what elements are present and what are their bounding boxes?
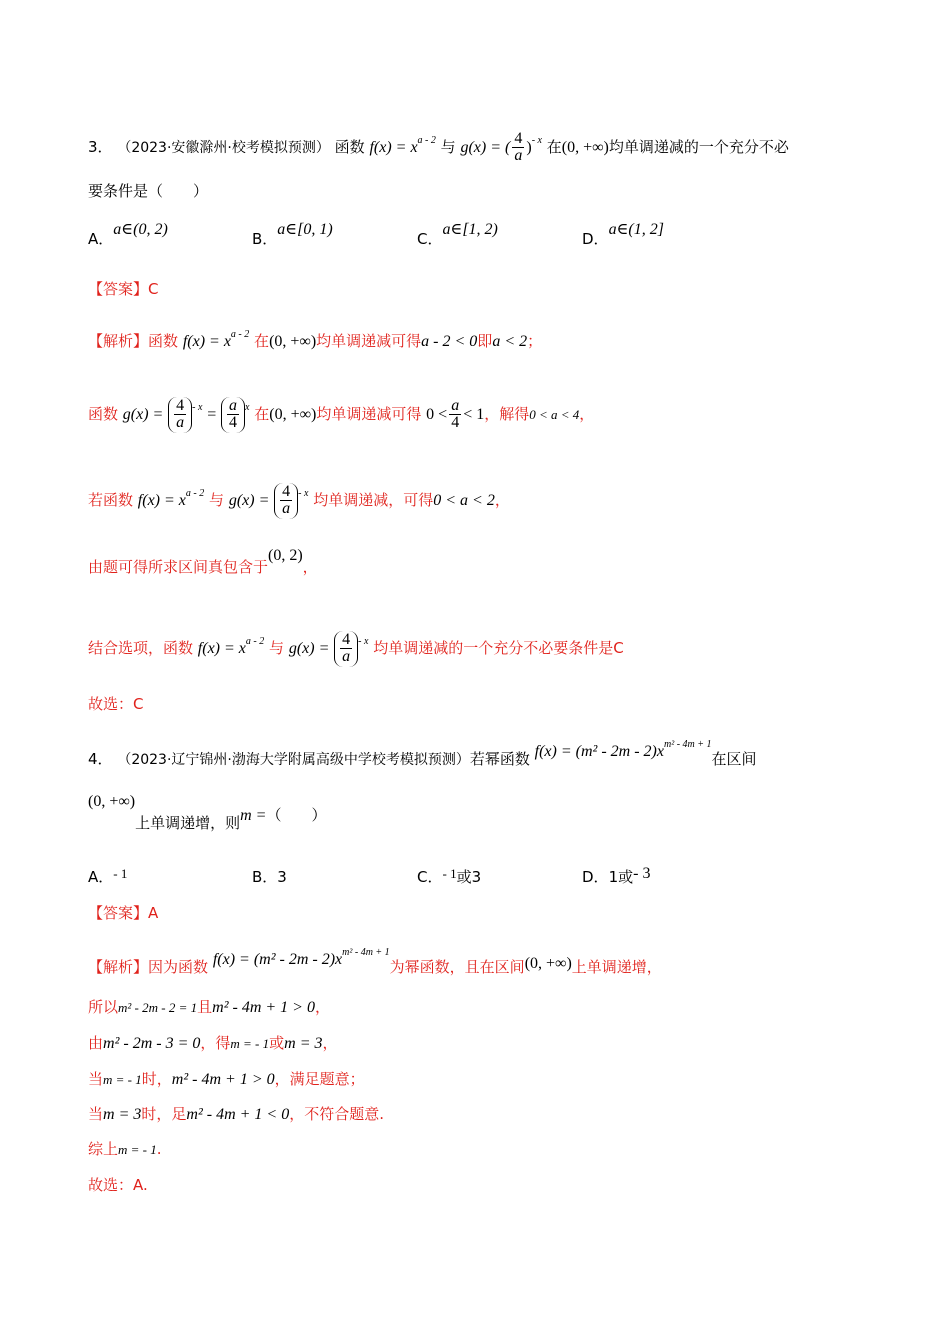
q3-sol-l4-int: (0, 2) <box>268 547 303 564</box>
q3-sol-l5c: 均单调递减的一个充分不必要条件是C <box>373 639 624 657</box>
q3-sol-line3 <box>88 476 510 519</box>
q4-sol-line7: 故选：A. <box>88 1176 148 1194</box>
q4-f-def: f(x) = (m² - 2m - 2)x <box>534 743 664 760</box>
q4-sol-l4-m: m = - 1 <box>103 1072 142 1087</box>
q3-sol-l2-paren2 <box>221 397 245 433</box>
q3-in: 在 <box>546 138 562 156</box>
q3-sol-l1b: 在 <box>254 332 270 350</box>
q4-sol-l5-m: m = 3 <box>103 1106 142 1123</box>
q4-interval: (0, +∞) <box>88 793 136 810</box>
q4-option-d[interactable] <box>582 866 650 887</box>
q3-sol-l2-res: 0 < a < 4 <box>529 407 580 422</box>
q4-m-eq: m = <box>240 807 267 824</box>
q3-f-exp: a - 2 <box>417 135 436 146</box>
q3-sol-line6: 故选：C <box>88 695 144 713</box>
q3-conj: 与 <box>440 138 456 156</box>
q4-option-d-val: - 3 <box>633 865 651 882</box>
q4-option-b-tail: 3 <box>277 868 287 886</box>
q4-sol-l1a: 因为函数 <box>148 958 209 976</box>
q3-sol-l3-d: a <box>282 500 291 518</box>
q4-sol-l3b: ，得 <box>200 1034 231 1052</box>
q3-sol-l2e: ， <box>579 405 595 423</box>
q4-sol-line4 <box>88 1068 365 1091</box>
q3-g-lhs: g(x) = ( <box>460 139 511 156</box>
q3-option-b-label: B． <box>252 230 278 248</box>
q4-sol-l1-f: f(x) = (m² - 2m - 2)x <box>212 951 343 968</box>
q4-option-b-label: B． <box>252 868 278 886</box>
q4-sol-l2-eq1: m² - 2m - 2 = 1 <box>118 1000 198 1015</box>
q3-sol-l1-int: (0, +∞) <box>269 333 317 350</box>
q4-sol-l4-eq: m² - 4m + 1 > 0 <box>171 1071 275 1088</box>
q3-sol-l3-g: g(x) = <box>228 492 270 509</box>
q3-g-num: 4 <box>514 130 523 147</box>
q3-option-b-math: a∈[0, 1) <box>277 221 333 238</box>
q3-option-d[interactable] <box>582 218 664 248</box>
q3-sol-l5-paren <box>334 631 358 667</box>
q3-interval: (0, +∞) <box>561 139 609 156</box>
q3-sol-l1d: 即 <box>477 332 493 350</box>
q4-stem-line1 <box>88 739 757 771</box>
q3-sol-l2-e2: x <box>245 402 250 413</box>
q3-option-a-label: A． <box>88 230 114 248</box>
q3-option-d-label: D． <box>582 230 609 248</box>
q3-g-rp: ) <box>526 139 532 156</box>
q4-option-b[interactable] <box>252 866 287 887</box>
q4-sol-l5c: ，不符合题意. <box>289 1105 384 1123</box>
q4-option-a[interactable] <box>88 866 127 887</box>
q4-sol-l6-m: m = - 1 <box>118 1142 157 1157</box>
q3-sol-l1-f: f(x) = x <box>182 333 231 350</box>
q3-option-a[interactable] <box>88 218 168 248</box>
q3-sol-l3-n: 4 <box>282 483 291 501</box>
q3-option-a-math: a∈(0, 2) <box>113 221 168 238</box>
q3-sol-l3-res: 0 < a < 2 <box>433 492 495 509</box>
q4-sol-l3-r2: m = 3 <box>284 1035 323 1052</box>
q4-number: 4． <box>88 750 113 768</box>
q4-answer: 【答案】A <box>88 904 159 922</box>
q4-sol-l5b: 时，足 <box>141 1105 187 1123</box>
q3-sol-l4b: ， <box>302 558 318 576</box>
q3-sol-l1e: ； <box>527 332 543 350</box>
q4-sol-l2a: 所以 <box>88 998 119 1016</box>
q4-sol-line6 <box>88 1138 162 1161</box>
q4-option-a-val: - 1 <box>113 866 128 881</box>
q4-sol-line3 <box>88 1032 338 1055</box>
q3-sol-l2d: ，解得 <box>484 405 530 423</box>
q3-sol-line4 <box>88 547 318 579</box>
q4-sol-l1b: 为幂函数，且在区间 <box>389 958 525 976</box>
q3-sol-l2-fn: a <box>451 397 460 414</box>
q4-sol-l4a: 当 <box>88 1070 104 1088</box>
q3-sol-l2-d2: 4 <box>229 414 238 432</box>
q3-sol-l3e: ， <box>494 491 510 509</box>
q3-sol-l2-fd: 4 <box>451 414 460 431</box>
q3-sol-line1 <box>88 324 542 353</box>
q3-sol-tag: 【解析】 <box>88 332 149 350</box>
q3-stem-text: 函数 <box>334 138 365 156</box>
q3-sol-l5-n: 4 <box>342 631 351 649</box>
q4-sol-l4c: ，满足题意； <box>274 1070 365 1088</box>
q3-f-def: f(x) = x <box>369 139 418 156</box>
q4-sol-l3-r1: m = - 1 <box>230 1036 270 1051</box>
q3-sol-l2-e1: - x <box>192 402 203 413</box>
q3-sol-l2-ineqr: < 1 <box>463 406 485 423</box>
q3-sol-l5-fexp: a - 2 <box>245 636 265 647</box>
q3-sol-l5-g: g(x) = <box>288 640 330 657</box>
q4-sol-l5-eq: m² - 4m + 1 < 0 <box>186 1106 290 1123</box>
q4-option-c-tail: 或3 <box>456 868 482 886</box>
q4-option-a-label: A． <box>88 868 114 886</box>
q3-sol-l1c: 均单调递减可得 <box>316 332 422 350</box>
q4-sol-l4b: 时， <box>141 1070 172 1088</box>
q3-g-frac <box>512 131 524 164</box>
q3-stem-line2: 要条件是（ ） <box>88 182 209 200</box>
q3-option-c-math: a∈[1, 2) <box>442 221 498 238</box>
q3-answer: 【答案】C <box>88 280 159 298</box>
q3-sol-l5-f: f(x) = x <box>197 640 246 657</box>
q3-g-den: a <box>514 147 523 164</box>
q3-sol-l2-d1: a <box>176 414 185 432</box>
q3-sol-l3c: 均单调递减，可得 <box>313 491 434 509</box>
q4-stem-line2 <box>88 793 327 832</box>
q3-sol-l2-eq: = <box>207 406 217 423</box>
q3-option-c[interactable] <box>417 218 498 248</box>
q3-sol-l3-gexp: - x <box>298 488 309 499</box>
q3-sol-line2 <box>88 390 594 433</box>
q3-sol-l5-gexp: - x <box>358 636 369 647</box>
q3-sol-l3-f: f(x) = x <box>137 492 186 509</box>
q3-sol-l3-paren <box>274 483 298 519</box>
q3-option-d-math: a∈(1, 2] <box>608 221 664 238</box>
q3-sol-l2-int: (0, +∞) <box>269 406 317 423</box>
q3-sol-l4a: 由题可得所求区间真包含于 <box>88 558 269 576</box>
q4-sol-l6a: 综上 <box>88 1140 119 1158</box>
q3-sol-l1-ineq: a - 2 < 0 <box>421 333 478 350</box>
q4-sol-l3d: ， <box>322 1034 338 1052</box>
q3-sol-l5-d: a <box>342 648 351 666</box>
q4-source: （2023·辽宁锦州·渤海大学附属高级中学校考模拟预测） <box>117 752 470 768</box>
q3-sol-l5b: 与 <box>269 639 285 657</box>
q4-sol-l6b: . <box>156 1140 162 1158</box>
q4-stem-text: 若幂函数 <box>469 750 530 768</box>
q4-sol-line2 <box>88 996 330 1019</box>
q4-sol-tag: 【解析】 <box>88 958 149 976</box>
q4-sol-l2c: ， <box>314 998 330 1016</box>
q3-sol-l2b: 在 <box>254 405 270 423</box>
q3-sol-line5 <box>88 624 624 667</box>
q4-sol-l3a: 由 <box>88 1034 104 1052</box>
q4-sol-l2-eq2: m² - 4m + 1 > 0 <box>212 999 315 1016</box>
q3-source: （2023·安徽滁州·校考模拟预测） <box>117 140 330 156</box>
q4-sol-l5a: 当 <box>88 1105 104 1123</box>
q4-sol-l2b: 且 <box>197 998 213 1016</box>
q3-sol-l2-g: g(x) = <box>122 406 164 423</box>
q3-sol-l3a: 若函数 <box>88 491 134 509</box>
q3-option-c-label: C． <box>417 230 443 248</box>
q4-sol-l3c: 或 <box>269 1034 285 1052</box>
q4-option-d-tail: 1或 <box>608 868 634 886</box>
q4-stem-text3: 上单调递增，则 <box>135 814 241 832</box>
q4-sol-line1 <box>88 947 662 979</box>
q3-sol-l2-paren1 <box>168 397 192 433</box>
q3-sol-l5a: 结合选项，函数 <box>88 639 194 657</box>
q4-stem-text2: 在区间 <box>711 750 757 768</box>
q4-blank: （ ） <box>266 806 327 824</box>
q3-stem-line1 <box>88 130 789 164</box>
q4-f-exp: m² - 4m + 1 <box>663 739 712 750</box>
q4-option-d-label: D． <box>582 868 609 886</box>
q4-sol-l1-int: (0, +∞) <box>524 955 572 972</box>
q4-sol-l1c: 上单调递增， <box>571 958 662 976</box>
q4-option-c-label: C． <box>417 868 443 886</box>
q3-sol-l3b: 与 <box>209 491 225 509</box>
q3-sol-l2a: 函数 <box>88 405 119 423</box>
q4-sol-l3-eq: m² - 2m - 3 = 0 <box>103 1035 201 1052</box>
q3-stem-text2: 均单调递减的一个充分不必 <box>608 138 789 156</box>
q3-sol-l1-res: a < 2 <box>492 333 528 350</box>
q4-option-c-val: - 1 <box>442 866 457 881</box>
q3-g-exp: - x <box>531 135 542 146</box>
q3-number: 3． <box>88 138 113 156</box>
q4-option-c[interactable] <box>417 866 481 887</box>
q3-sol-l1a: 函数 <box>148 332 179 350</box>
q4-sol-line5 <box>88 1103 384 1126</box>
q3-sol-l3-fexp: a - 2 <box>185 488 205 499</box>
q3-sol-l1-fexp: a - 2 <box>230 329 250 340</box>
q3-sol-l2c: 均单调递减可得 <box>316 405 422 423</box>
q3-sol-l2-n1: 4 <box>176 397 185 415</box>
q3-option-b[interactable] <box>252 218 333 248</box>
q4-sol-l1-fexp: m² - 4m + 1 <box>342 947 390 958</box>
q3-sol-l2-n2: a <box>229 397 238 415</box>
q3-sol-l2-frac <box>449 398 461 431</box>
q3-sol-l2-ineql: 0 < <box>426 406 448 423</box>
